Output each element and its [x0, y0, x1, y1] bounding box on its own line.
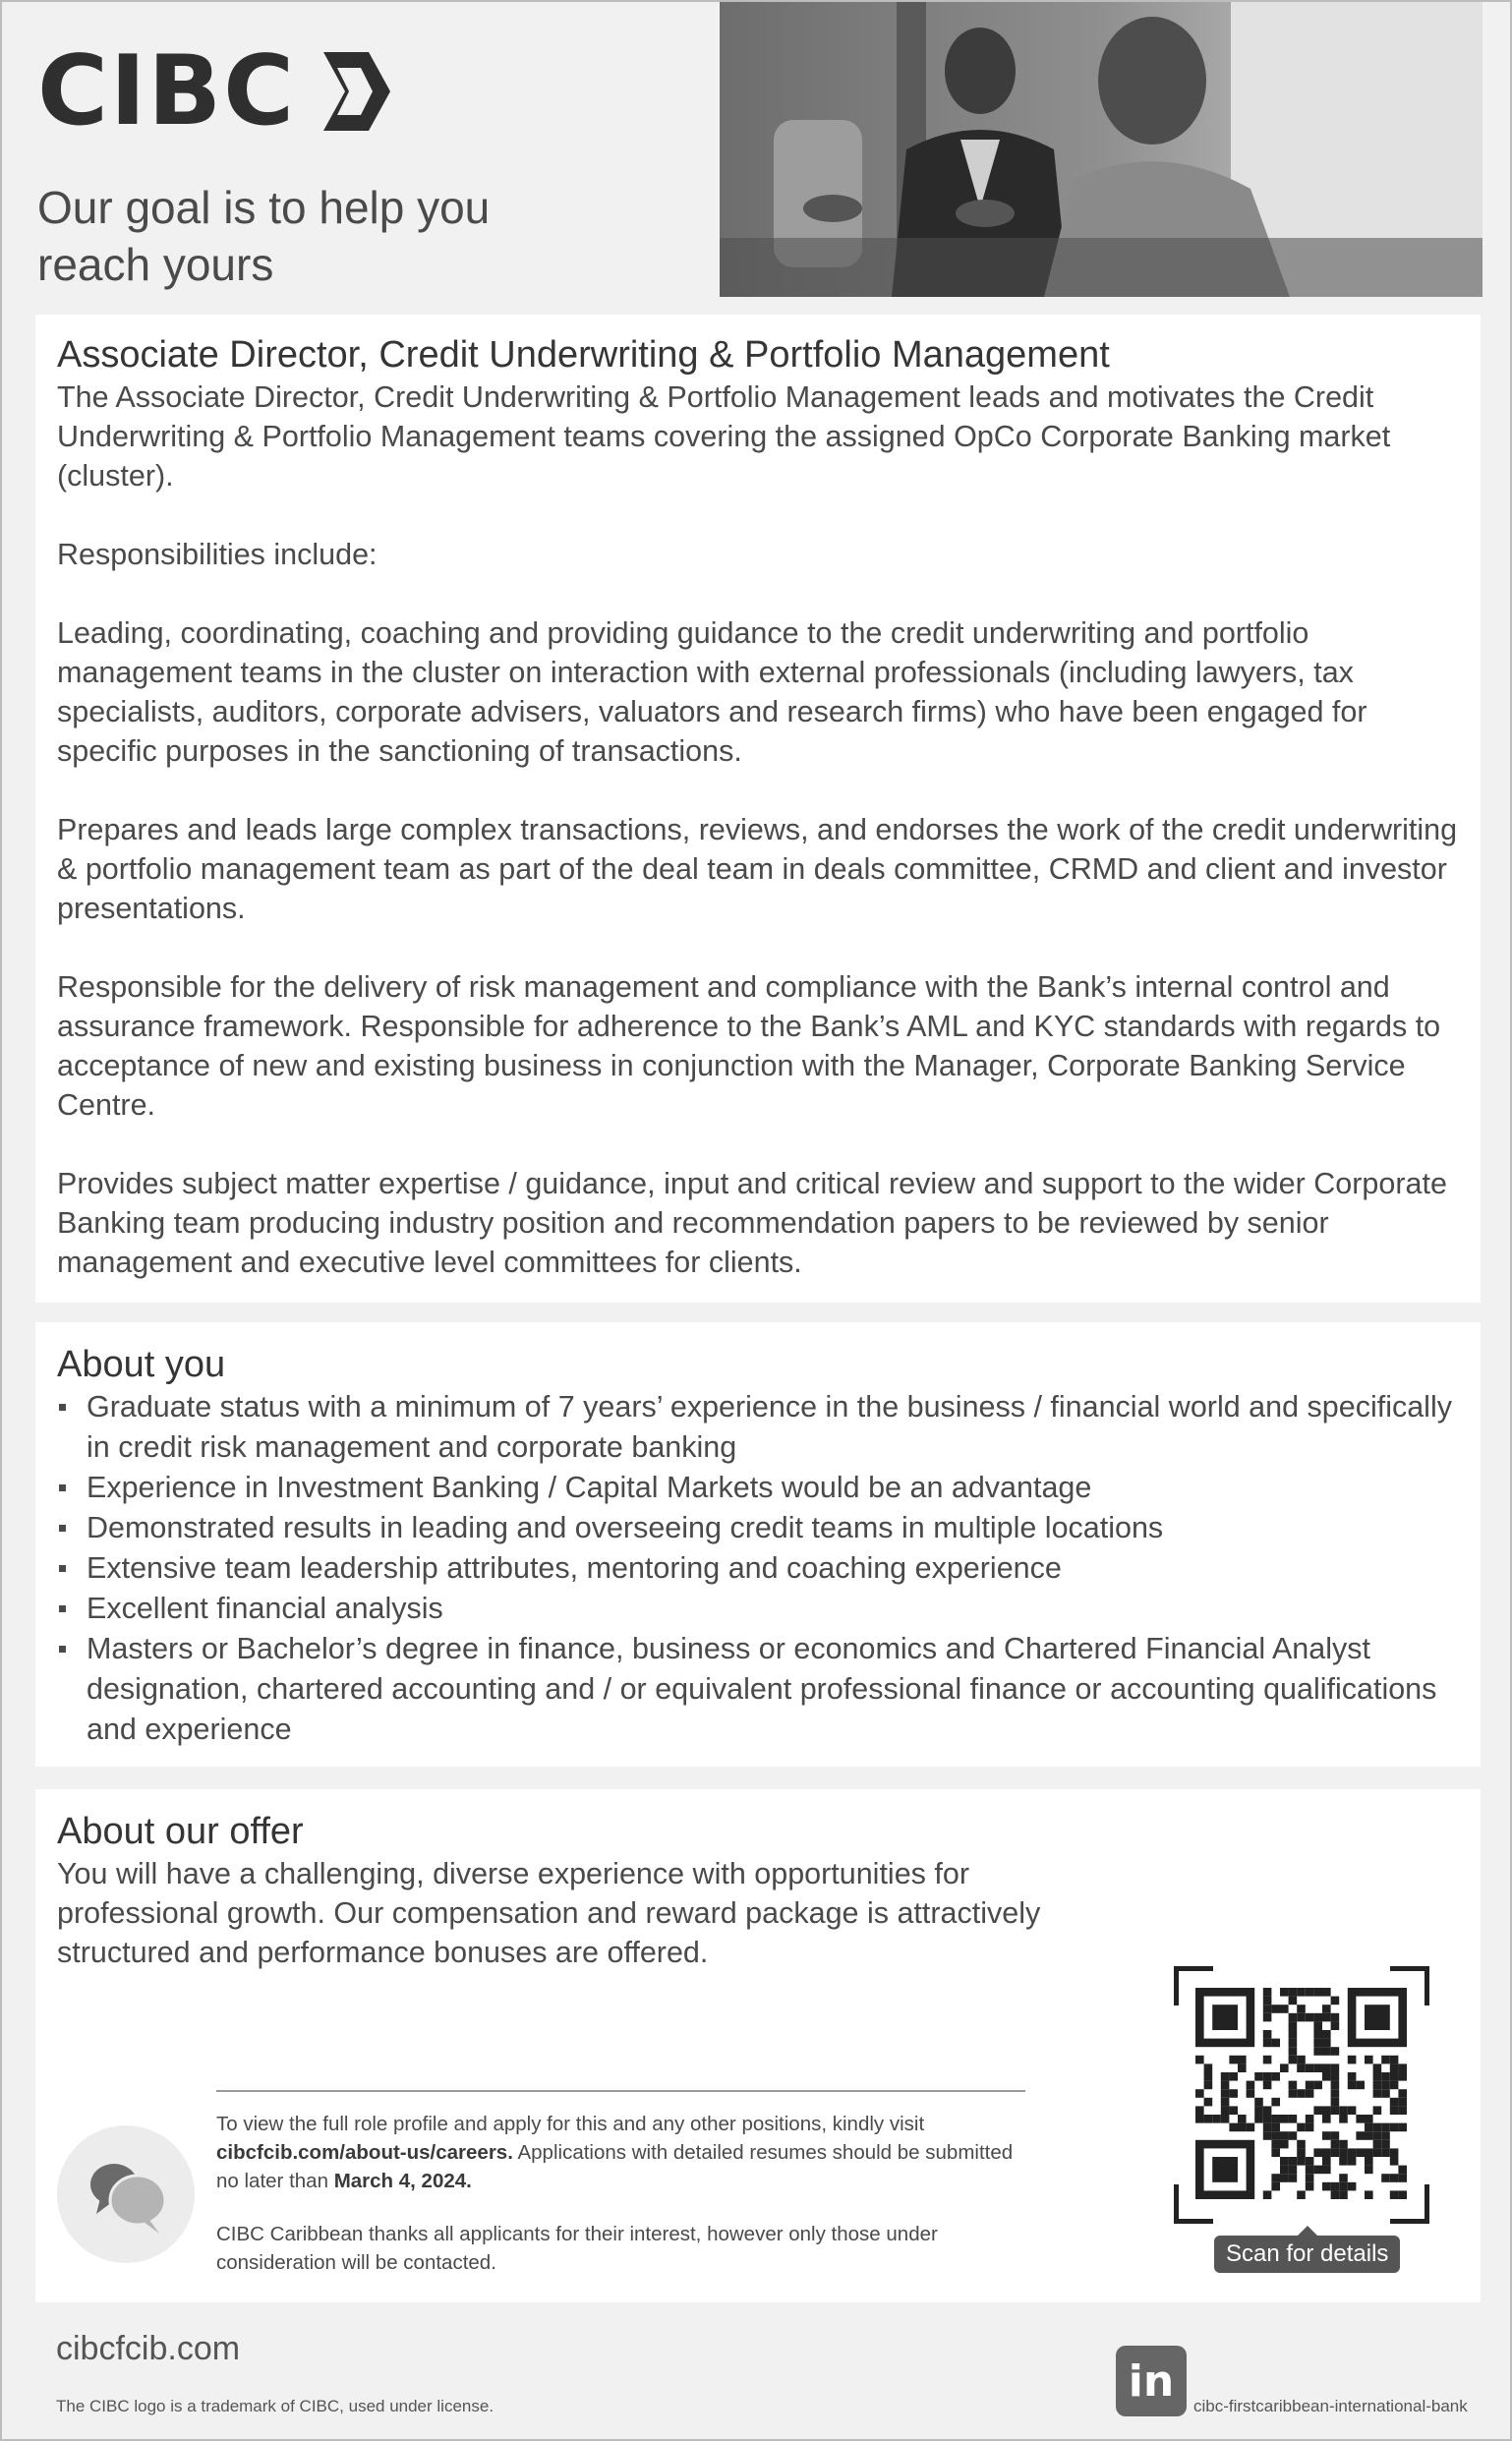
- divider: [216, 2090, 1025, 2092]
- list-item: Graduate status with a minimum of 7 years’ experience in the business / financial world and specifically in credit risk management and corporate banking: [57, 1387, 1459, 1468]
- cibc-logo: [37, 35, 390, 147]
- list-item: Demonstrated results in leading and overseeing credit teams in multiple locations: [57, 1508, 1459, 1548]
- footer-url[interactable]: cibcfcib.com: [56, 2330, 241, 2367]
- qr-code[interactable]: [1174, 1966, 1429, 2224]
- scan-for-details-label: Scan for details: [1214, 2236, 1400, 2273]
- responsibility-item: Prepares and leads large complex transactions, reviews, and endorses the work of the credit underwriting & portfolio management team as part of the deal team in deals committee, CRMD and client and investor presentations.: [57, 813, 1458, 925]
- linkedin-icon[interactable]: in: [1116, 2346, 1187, 2416]
- thanks-note: CIBC Caribbean thanks all applicants for their interest, however only those under consideration will be contacted.: [216, 2223, 938, 2274]
- linkedin-handle[interactable]: cibc-firstcaribbean-international-bank: [1193, 2397, 1468, 2415]
- offer-title: About our offer: [57, 1811, 304, 1852]
- responsibility-item: Responsible for the delivery of risk management and compliance with the Bank’s internal control and assurance framework. Responsible for adherence to the Bank’s AML and KYC standards with regards to acceptance of new and existing business in conjunction with the Manager, Corporate Banking Service Centre.: [57, 970, 1441, 1122]
- offer-text: You will have a challenging, diverse experience with opportunities for professional growth. Our compensation and reward package is attractively structured and performance bonuses are offered.: [57, 1857, 1041, 1969]
- offer-card: [35, 1789, 1481, 2302]
- about-you-card: [35, 1322, 1481, 1767]
- about-you-title: About you: [57, 1344, 226, 1385]
- header: [2, 2, 1510, 302]
- list-item: Masters or Bachelor’s degree in finance, business or economics and Chartered Financial Analyst designation, chartered accounting and / or equivalent professional finance or accounting qualifications and experience: [57, 1629, 1459, 1750]
- tagline: Our goal is to help you reach yours: [37, 182, 491, 290]
- responsibility-item: Provides subject matter expertise / guidance, input and critical review and support to the wider Corporate Banking team producing industry position and recommendation papers to be reviewed by senior management and executive level committees for clients.: [57, 1167, 1447, 1279]
- chat-bubbles-icon: [57, 2125, 195, 2263]
- apply-middle: Applications with detailed resumes should be submitted no later than: [216, 2141, 1014, 2192]
- list-item: Experience in Investment Banking / Capital Markets would be an advantage: [57, 1468, 1459, 1508]
- responsibilities-heading: Responsibilities include:: [57, 538, 378, 571]
- job-title: Associate Director, Credit Underwriting & Portfolio Management: [57, 334, 1110, 376]
- cibc-diamond-icon: [302, 52, 390, 131]
- apply-instructions: [216, 2110, 1032, 2195]
- logo-text: CIBC: [37, 35, 297, 147]
- list-item: Extensive team leadership attributes, mentoring and coaching experience: [57, 1548, 1459, 1589]
- office-meeting-photo: [720, 2, 1483, 297]
- job-description-card: [35, 315, 1481, 1303]
- responsibility-item: Leading, coordinating, coaching and providing guidance to the credit underwriting and portfolio management teams in the cluster on interaction with external professionals (including lawyers, tax specialists, auditors, corporate advisers, valuators and research firms) who have been engaged for specific purposes in the sanctioning of transactions.: [57, 616, 1367, 768]
- job-intro: The Associate Director, Credit Underwriting & Portfolio Management leads and motivates the Credit Underwriting & Portfolio Management teams covering the assigned OpCo Corporate Banking market (cluster).: [57, 380, 1391, 493]
- deadline: March 4, 2024.: [333, 2170, 472, 2192]
- requirements-list: [57, 1387, 1459, 1750]
- apply-prefix: To view the full role profile and apply for this and any other positions, kindly visit: [216, 2113, 925, 2135]
- list-item: Excellent financial analysis: [57, 1589, 1459, 1629]
- trademark-notice: The CIBC logo is a trademark of CIBC, used under license.: [56, 2397, 494, 2415]
- careers-link[interactable]: cibcfcib.com/about-us/careers.: [216, 2141, 513, 2164]
